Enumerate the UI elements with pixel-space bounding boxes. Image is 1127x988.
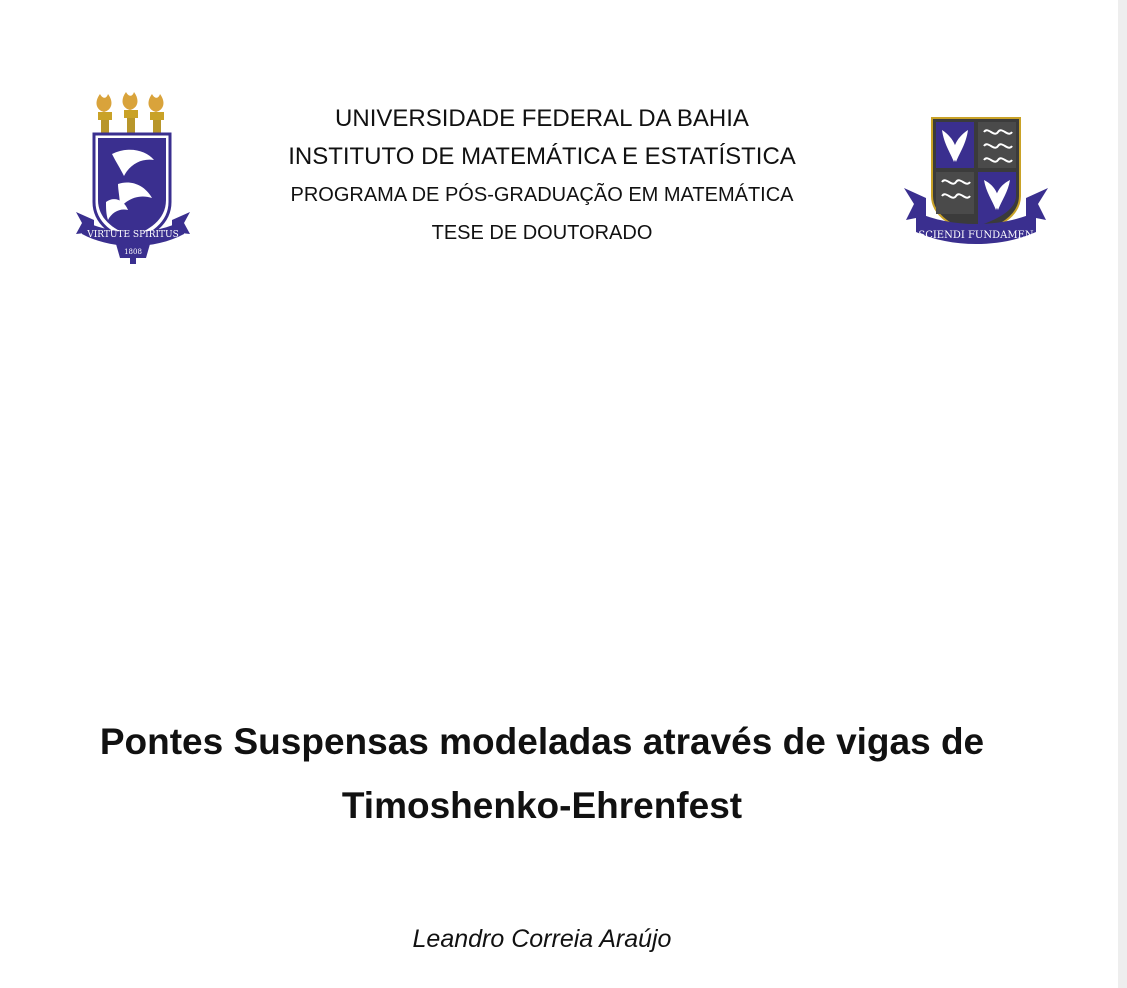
thesis-title-line1: Pontes Suspensas modeladas através de vigas de [99, 721, 985, 762]
ufba-coat-of-arms-logo [72, 84, 194, 266]
document-type: TESE DE DOUTORADO [431, 222, 653, 244]
page-edge-divider [1118, 0, 1127, 988]
logo-left-year: 1808 [124, 248, 142, 256]
logo-right-motto: SCIENDI FUNDAMEN [918, 230, 1034, 241]
thesis-title-line2: Timoshenko-Ehrenfest [341, 785, 743, 826]
institution-header [230, 100, 854, 252]
ime-shield-logo [902, 116, 1050, 252]
institute-name: INSTITUTO DE MATEMÁTICA E ESTATÍSTICA [288, 143, 796, 170]
logo-left-motto: VIRTUTE SPIRITUS [87, 230, 179, 240]
program-name: PROGRAMA DE PÓS-GRADUAÇÃO EM MATEMÁTICA [290, 184, 794, 206]
university-name: UNIVERSIDADE FEDERAL DA BAHIA [335, 105, 749, 132]
thesis-author: Leandro Correia Araújo [412, 925, 672, 953]
torch-icon [123, 92, 138, 134]
torch-icon [149, 94, 164, 134]
torch-icon [97, 94, 112, 134]
thesis-title [60, 710, 1024, 838]
